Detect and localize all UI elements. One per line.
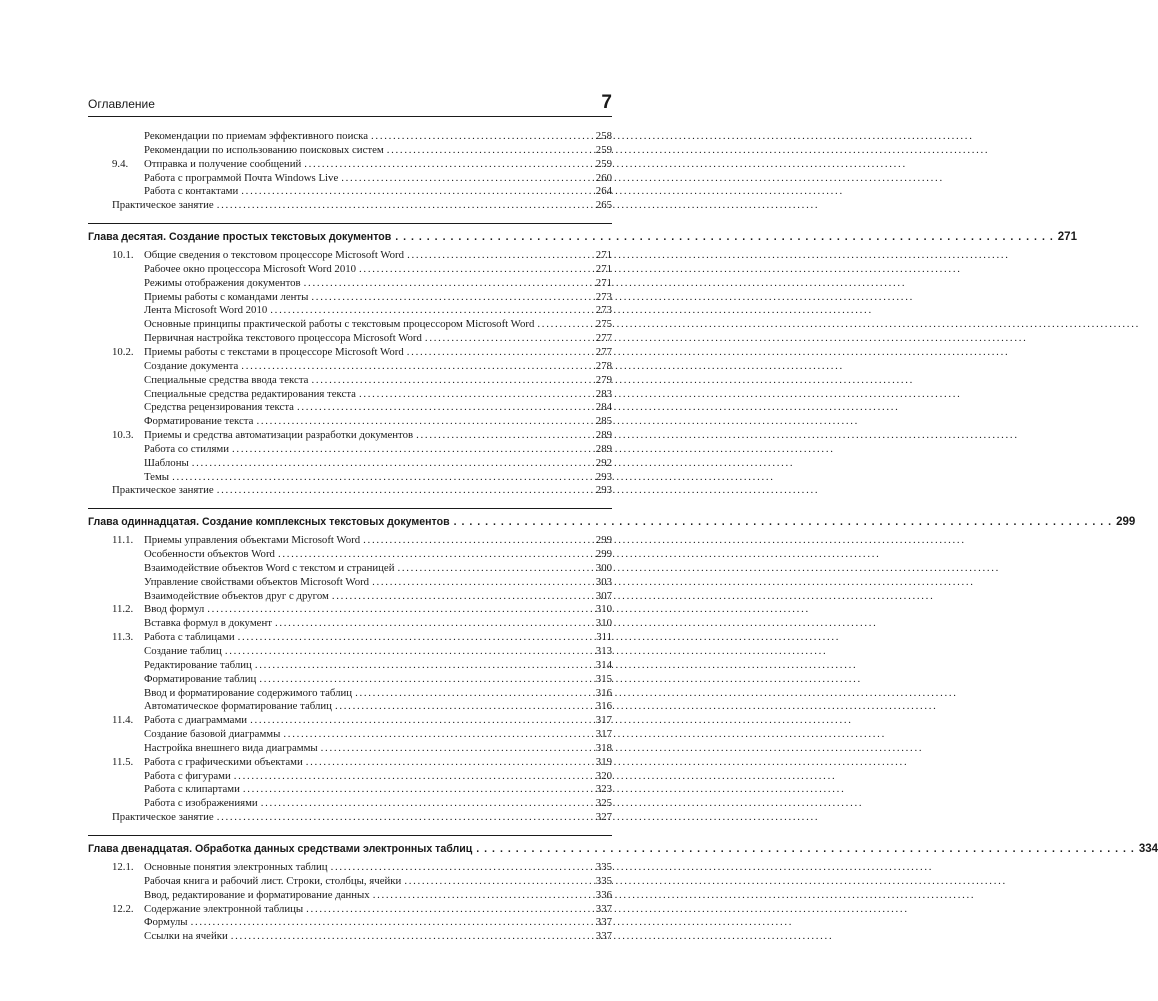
entry-page: 316 [595,686,612,699]
running-title: Оглавление [88,97,155,111]
dot-leader [191,916,593,930]
entry-page: 279 [595,373,612,386]
toc-entry[interactable] [88,548,612,562]
toc-entry[interactable] [88,930,612,944]
chapter-page: 271 [1057,231,1077,244]
entry-page: 303 [595,575,612,588]
dot-leader [283,728,592,742]
dot-leader [270,304,593,318]
entry-page: 335 [595,874,612,887]
section-number: 11.3. [112,631,134,644]
entry-title: Создание документа [144,359,239,372]
dot-leader [217,484,593,498]
entry-title: Особенности объектов Word [144,548,275,561]
toc-entry[interactable] [88,185,612,199]
toc-entry[interactable] [88,304,612,318]
toc-entry[interactable] [88,443,612,457]
toc-entry[interactable] [88,401,612,415]
entry-title: Ввод, редактирование и форматирование данных [144,888,370,901]
entry-title: Рабочее окно процессора Microsoft Word 2010 [144,262,357,275]
toc-entry[interactable] [88,903,612,917]
entry-page: 327 [595,811,612,824]
dot-leader [304,277,593,291]
entry-title: Автоматическое форматирование таблиц [144,700,332,713]
toc-entry[interactable] [88,130,612,144]
toc-entry[interactable] [88,429,612,443]
dot-leader [359,263,593,277]
entry-page: 300 [595,561,612,574]
toc-entry[interactable] [88,249,612,263]
entry-page: 278 [595,359,612,372]
toc-entry[interactable] [88,714,612,728]
entry-page: 337 [595,930,612,943]
section-number: 11.2. [112,603,134,616]
toc-entry[interactable] [88,263,612,277]
dot-leader [387,144,593,158]
entry-page: 277 [595,332,612,345]
entry-title: Приемы работы с командами ленты [144,290,309,303]
entry-page: 293 [595,484,612,497]
dot-leader [238,631,594,645]
entry-title: Вставка формул в документ [144,617,272,630]
toc-entry[interactable] [88,576,612,590]
entry-title: Взаимодействие объектов друг с другом [144,589,329,602]
entry-page: 319 [595,755,612,768]
chapter-heading[interactable] [88,223,1077,246]
entry-title: Настройка внешнего вида диаграммы [144,741,318,754]
toc-entry[interactable] [88,318,612,332]
entry-page: 275 [595,318,612,331]
entry-title: Рабочая книга и рабочий лист. Строки, столбцы, ячейки [144,874,402,887]
entry-page: 299 [595,534,612,547]
toc-entry[interactable] [88,889,612,903]
entry-title: Работа со стилями [144,442,230,455]
entry-title: Содержание электронной таблицы [144,902,304,915]
toc-entry[interactable] [88,277,612,291]
toc-entry[interactable] [88,388,612,402]
dot-leader [192,457,593,471]
entry-page: 310 [595,603,612,616]
entry-page: 337 [595,902,612,915]
chapter-heading[interactable] [88,508,1136,531]
dot-leader [332,590,593,604]
entry-title: Работа с графическими объектами [144,755,303,768]
toc-entry[interactable] [88,562,612,576]
section-number: 10.1. [112,249,134,262]
entry-page: 325 [595,797,612,810]
entry-page: 289 [595,442,612,455]
toc-entry[interactable] [88,687,612,701]
entry-title: Приемы управления объектами Microsoft Word [144,534,361,547]
entry-page: 273 [595,304,612,317]
entry-page: 277 [595,345,612,358]
entry-page: 259 [595,157,612,170]
toc-entry[interactable] [88,471,612,485]
dot-leader [217,811,593,825]
section-number: 10.2. [112,345,134,358]
toc-entry[interactable] [88,916,612,930]
toc-entry[interactable] [88,457,612,471]
chapter-heading[interactable] [88,835,1158,858]
entry-page: 264 [595,185,612,198]
toc-entry[interactable] [88,617,612,631]
entry-title: Работа с фигурами [144,769,231,782]
entry-title: Создание базовой диаграммы [144,728,281,741]
entry-page: 292 [595,456,612,469]
toc-entry[interactable] [88,875,612,889]
entry-title: Создание таблиц [144,645,222,657]
entry-title: Основные понятия электронных таблиц [144,860,328,873]
dot-leader [297,401,593,415]
entry-page: 307 [595,589,612,602]
dot-leader [359,388,593,402]
entry-title: Темы [144,470,170,483]
dot-leader [363,534,593,548]
toc-entry[interactable] [88,742,612,756]
section-number: 11.1. [112,534,134,547]
page-number: 7 [601,92,612,113]
toc-entry[interactable] [88,659,612,673]
dot-leader [207,603,593,617]
entry-page: 311 [596,631,612,644]
toc-entry[interactable] [88,199,612,213]
entry-title: Работа с клипартами [144,783,240,796]
dot-leader [331,861,593,875]
entry-title: Первичная настройка текстового процессора Microsoft Word [144,332,422,345]
dot-leader [355,687,593,701]
dot-leader [256,415,592,429]
toc-entry[interactable] [88,811,612,825]
entry-title: Работа с контактами [144,185,239,198]
dot-leader [306,756,593,770]
entry-title: Общие сведения о текстовом процессоре Microsoft Word [144,249,405,262]
dot-leader [306,903,593,917]
dot-leader [311,374,592,388]
chapter-page: 334 [1138,842,1158,855]
page-header [88,86,612,117]
section-number: 10.3. [112,429,134,442]
chapter-title: Глава одиннадцатая. Создание комплексных текстовых документов [88,516,450,529]
entry-page: 271 [595,249,612,262]
toc-entry[interactable] [88,603,612,617]
entry-page: 258 [595,130,612,142]
entry-page: 336 [595,888,612,901]
dot-leader [425,332,593,346]
dot-leader [407,346,593,360]
entry-title: Ввод формул [144,603,205,616]
toc-entry[interactable] [88,861,612,875]
entry-title: Ссылки на ячейки [144,930,228,943]
chapter-title: Глава двенадцатая. Обработка данных средствами электронных таблиц [88,842,473,855]
entry-page: 271 [595,276,612,289]
dot-leader [241,185,593,199]
dot-leader [311,291,592,305]
entry-page: 317 [595,714,612,727]
entry-page: 299 [595,548,612,561]
toc-entry[interactable] [88,360,612,374]
entry-title: Форматирование таблиц [144,672,257,685]
entry-title: Формулы [144,916,188,929]
entry-page: 289 [595,429,612,442]
dot-leader [395,228,1054,246]
entry-page: 313 [595,645,612,657]
entry-title: Шаблоны [144,456,189,469]
entry-page: 337 [595,916,612,929]
entry-title: Рекомендации по приемам эффективного поиска [144,130,369,142]
entry-page: 260 [595,171,612,184]
dot-leader [341,172,593,186]
toc-entry[interactable] [88,534,612,548]
toc-entry[interactable] [88,645,612,659]
entry-title: Приемы работы с текстами в процессоре Microsoft Word [144,345,404,358]
section-number: 9.4. [112,157,129,170]
toc-entry[interactable] [88,756,612,770]
entry-page: 293 [595,470,612,483]
toc-entry[interactable] [88,770,612,784]
dot-leader [231,930,593,944]
dot-leader [404,875,592,889]
entry-title: Специальные средства редактирования текста [144,387,356,400]
section-number: 11.5. [112,755,134,768]
entry-page: 284 [595,401,612,414]
entry-title: Рекомендации по использованию поисковых систем [144,143,384,156]
dot-leader [259,673,592,687]
dot-leader [241,360,593,374]
toc-entry[interactable] [88,158,612,172]
entry-title: Специальные средства ввода текста [144,373,309,386]
table-of-contents [88,130,1158,944]
entry-title: Редактирование таблиц [144,658,252,671]
dot-leader [250,714,593,728]
entry-page: 320 [595,769,612,782]
entry-page: 273 [595,290,612,303]
dot-leader [416,429,593,443]
dot-leader [225,645,593,659]
toc-entry[interactable] [88,797,612,811]
toc-entry[interactable] [88,374,612,388]
toc-entry[interactable] [88,172,612,186]
entry-title: Работа с таблицами [144,631,235,644]
entry-title: Форматирование текста [144,415,254,428]
toc-entry[interactable] [88,144,612,158]
dot-leader [321,742,593,756]
toc-entry[interactable] [88,631,612,645]
entry-title: Управление свойствами объектов Microsoft Word [144,575,370,588]
toc-entry[interactable] [88,484,612,498]
entry-page: 314 [595,658,612,671]
dot-leader [371,130,593,144]
dot-leader [278,548,593,562]
toc-entry[interactable] [88,346,612,360]
dot-leader [372,576,593,590]
entry-page: 317 [595,728,612,741]
entry-title: Лента Microsoft Word 2010 [144,304,268,317]
entry-page: 323 [595,783,612,796]
dot-leader [397,562,592,576]
dot-leader [407,249,593,263]
toc-entry[interactable] [88,291,612,305]
toc-entry[interactable] [88,728,612,742]
dot-leader [275,617,593,631]
entry-title: Практическое занятие [112,811,214,824]
dot-leader [537,318,592,332]
section-number: 11.4. [112,714,134,727]
entry-page: 271 [595,262,612,275]
dot-leader [217,199,593,213]
entry-title: Практическое занятие [112,484,214,497]
entry-page: 318 [595,741,612,754]
dot-leader [243,783,593,797]
toc-entry[interactable] [88,700,612,714]
entry-page: 265 [595,199,612,212]
entry-title: Ввод и форматирование содержимого таблиц [144,686,353,699]
entry-page: 335 [595,860,612,873]
entry-title: Работа с диаграммами [144,714,248,727]
section-number: 12.2. [112,902,134,915]
dot-leader [373,889,593,903]
chapter-title: Глава десятая. Создание простых текстовых документов [88,231,392,244]
entry-title: Отправка и получение сообщений [144,157,302,170]
entry-title: Приемы и средства автоматизации разработки документов [144,429,414,442]
dot-leader [335,700,593,714]
dot-leader [454,513,1113,531]
entry-title: Режимы отображения документов [144,276,301,289]
dot-leader [232,443,593,457]
entry-page: 315 [595,672,612,685]
dot-leader [255,659,593,673]
dot-leader [172,471,593,485]
entry-page: 259 [595,143,612,156]
section-number: 12.1. [112,860,134,873]
entry-page: 316 [595,700,612,713]
entry-title: Средства рецензирования текста [144,401,294,414]
toc-entry[interactable] [88,590,612,604]
entry-title: Работа с программой Почта Windows Live [144,171,339,184]
entry-title: Практическое занятие [112,199,214,212]
dot-leader [304,158,593,172]
entry-page: 285 [595,415,612,428]
entry-title: Основные принципы практической работы с текстовым процессором Microsoft Word [144,318,535,331]
dot-leader [234,770,593,784]
toc-entry[interactable] [88,415,612,429]
dot-leader [476,840,1135,858]
entry-title: Взаимодействие объектов Word с текстом и страницей [144,561,395,574]
entry-title: Работа с изображениями [144,797,258,810]
toc-entry[interactable] [88,673,612,687]
entry-page: 310 [595,617,612,630]
dot-leader [261,797,593,811]
chapter-page: 299 [1116,516,1136,529]
entry-page: 283 [595,387,612,400]
toc-entry[interactable] [88,783,612,797]
toc-entry[interactable] [88,332,612,346]
